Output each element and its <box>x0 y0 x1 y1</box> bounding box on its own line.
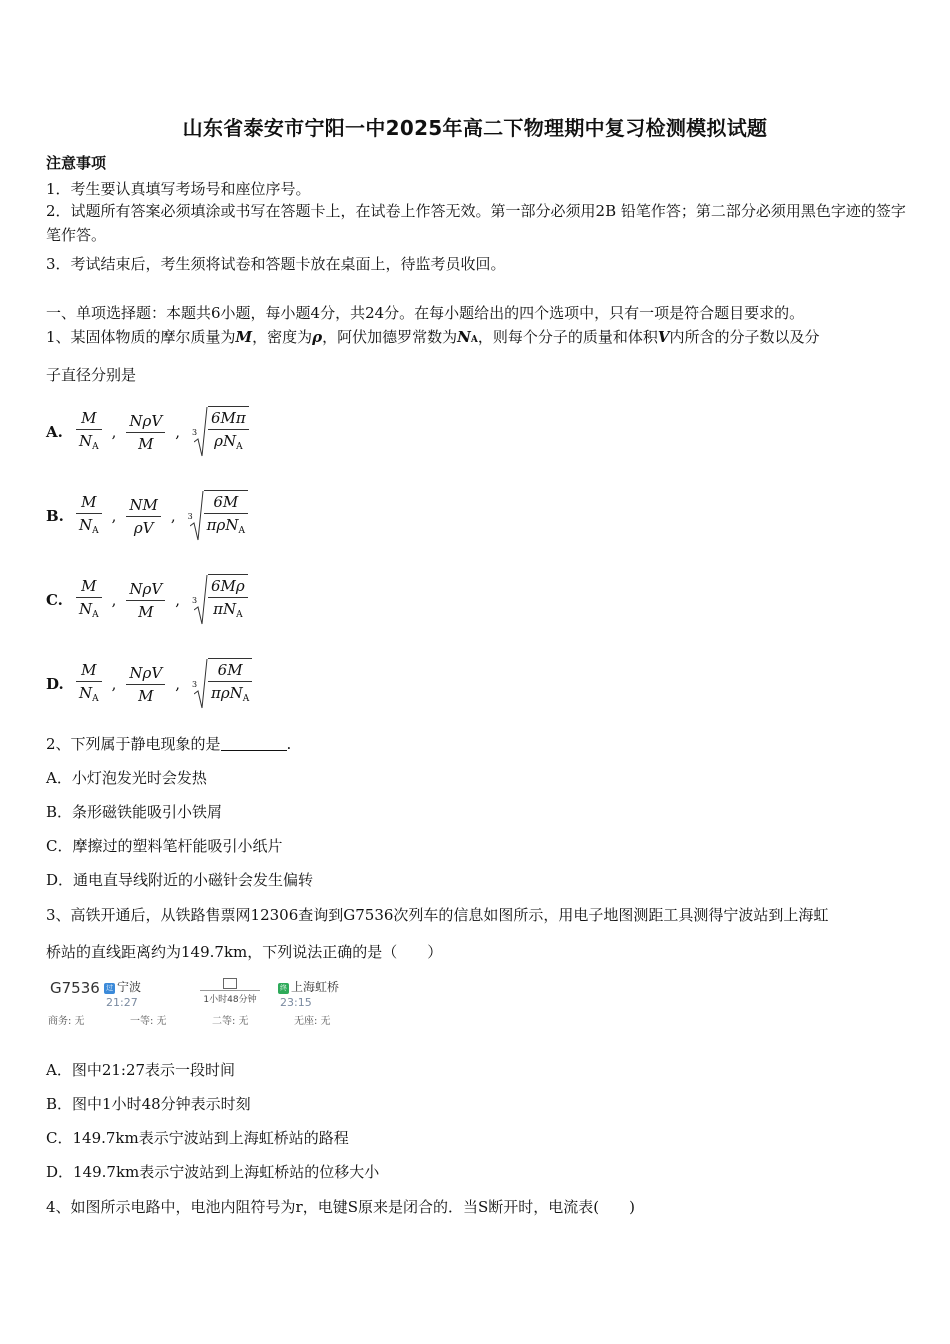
fraction-count: $\frac{NM}{\rho V}$ <box>126 494 160 539</box>
train-code: G7536 <box>50 979 100 997</box>
duration: 1小时48分钟 <box>200 990 260 1005</box>
answer-blank <box>221 736 287 751</box>
question-3-option: D．149.7km表示宁波站到上海虹桥站的位移大小 <box>46 1163 380 1181</box>
fraction-count: $\frac{\text{NρV}}{M}$ <box>126 410 165 455</box>
option-formula: $\frac{M}{N_A}$ , $\frac{\text{NρV}}{M}$ , 3 $\frac{6M\pi}{\rho N_A}$ <box>76 406 249 458</box>
question-2-stem: 2、下列属于静电现象的是 . <box>46 735 292 753</box>
question-3-option: B．图中1小时48分钟表示时刻 <box>46 1095 251 1113</box>
question-3-stem: 3、高铁开通后，从铁路售票网12306查询到G7536次列车的信息如图所示，用电子地图测距工具测得宁波站到上海虹 <box>46 906 829 924</box>
page-title: 山东省泰安市宁阳一中2025年高二下物理期中复习检测模拟试题 <box>182 116 768 140</box>
section-heading: 一、单项选择题：本题共6小题，每小题4分，共24分。在每小题给出的四个选项中，只有一项是符合题目要求的。 <box>46 304 805 322</box>
departure-time: 21:27 <box>106 996 138 1009</box>
cube-root: 3 $\frac{6M}{\pi\rho N_A}$ <box>190 658 252 710</box>
seat-second: 二等: 无 <box>212 1016 249 1027</box>
duration-block <box>200 978 260 1005</box>
option-label: A. <box>46 423 63 441</box>
option-label: B. <box>46 507 64 525</box>
terminal-badge: 终 <box>280 984 287 992</box>
option-formula: $\frac{M}{N_A}$ , $\frac{\text{NρV}}{M}$ , 3 $\frac{6M}{\pi\rho N_A}$ <box>76 658 252 710</box>
question-3-option: C．149.7km表示宁波站到上海虹桥站的路程 <box>46 1129 349 1147</box>
seat-standing: 无座: 无 <box>294 1016 331 1027</box>
cube-root: 3 $\frac{6M}{\pi\rho N_A}$ <box>186 490 248 542</box>
seat-first: 一等: 无 <box>130 1016 167 1027</box>
timetable-icon <box>223 978 237 989</box>
question-2-option: A．小灯泡发光时会发热 <box>46 769 207 787</box>
cube-root: 3 $\frac{6M\rho}{\pi N_A}$ <box>190 574 248 626</box>
fraction-count: $\frac{\text{NρV}}{M}$ <box>126 578 165 623</box>
question-3-option: A．图中21:27表示一段时间 <box>46 1061 236 1079</box>
departure-station: 过 宁波 <box>106 980 142 994</box>
option-formula: $\frac{M}{N_A}$ , $\frac{\text{NρV}}{M}$ , 3 $\frac{6M\rho}{\pi N_A}$ <box>76 574 248 626</box>
option-label: D. <box>46 675 64 693</box>
notice-item: 3．考试结束后，考生须将试卷和答题卡放在桌面上，待监考员收回。 <box>46 255 506 273</box>
pass-badge: 过 <box>106 984 113 992</box>
cube-root: 3 $\frac{6M\pi}{\rho N_A}$ <box>190 406 249 458</box>
seat-business: 商务: 无 <box>48 1016 85 1027</box>
question-3-stem-cont: 桥站的直线距离约为149.7km，下列说法正确的是（ ） <box>46 943 443 961</box>
train-info-figure <box>46 975 356 1027</box>
notice-item: 1．考生要认真填写考场号和座位序号。 <box>46 180 311 198</box>
fraction-mass: $\frac{M}{N_A}$ <box>76 491 102 542</box>
option-label: C. <box>46 591 63 609</box>
question-2-option: D．通电直导线附近的小磁针会发生偏转 <box>46 871 314 889</box>
fraction-mass: $\frac{M}{N_A}$ <box>76 407 102 458</box>
notice-item: 2．试题所有答案必须填涂或书写在答题卡上，在试卷上作答无效。第一部分必须用2B 铅笔作答；第二部分必须用黑色字迹的签字笔作答。 <box>46 202 906 244</box>
option-formula: $\frac{M}{N_A}$ , $\frac{NM}{\rho V}$ , 3 $\frac{6M}{\pi\rho N_A}$ <box>76 490 248 542</box>
question-2-option: C．摩擦过的塑料笔杆能吸引小纸片 <box>46 837 283 855</box>
arrival-station: 终 上海虹桥 <box>280 980 340 994</box>
question-2-option: B．条形磁铁能吸引小铁屑 <box>46 803 223 821</box>
arrival-time: 23:15 <box>280 996 312 1009</box>
question-1-stem: 1、某固体物质的摩尔质量为M，密度为ρ，阿伏加德罗常数为NA，则每个分子的质量和体积V内所含的分子数以及分 <box>46 328 820 346</box>
fraction-mass: $\frac{M}{N_A}$ <box>76 575 102 626</box>
fraction-count: $\frac{\text{NρV}}{M}$ <box>126 662 165 707</box>
fraction-mass: $\frac{M}{N_A}$ <box>76 659 102 710</box>
question-1-stem-cont: 子直径分别是 <box>46 366 137 384</box>
notice-heading: 注意事项 <box>46 154 107 172</box>
question-4-stem: 4、如图所示电路中，电池内阻符号为r，电键S原来是闭合的．当S断开时，电流表( ) <box>46 1198 635 1216</box>
